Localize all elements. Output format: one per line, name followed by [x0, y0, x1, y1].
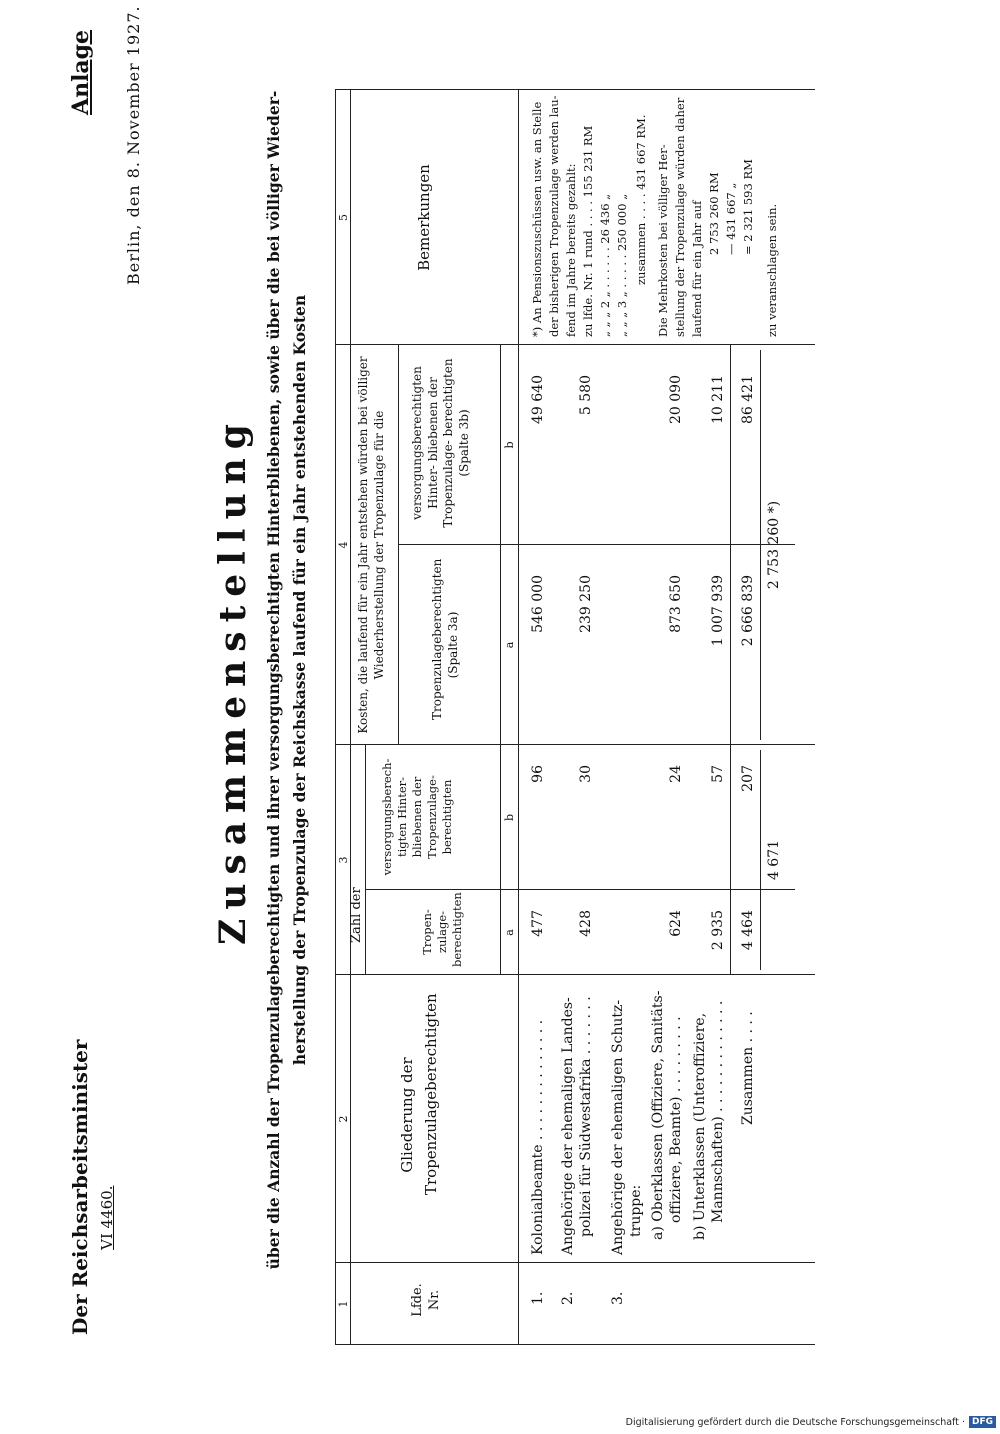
- row-2-nr: 2.: [560, 1291, 576, 1305]
- total-rule-3: [730, 745, 731, 975]
- header-bemerkungen: Bemerkungen: [415, 164, 433, 271]
- remark-line: = 2 321 593 RM: [741, 159, 755, 255]
- table-left-border: [335, 1344, 815, 1345]
- grand-total-4: 2 753 260 *): [766, 500, 782, 590]
- header-lfde-nr: Lfde. Nr.: [410, 1283, 442, 1317]
- remark-line: Die Mehrkosten bei völliger Her-: [656, 144, 670, 337]
- remark-line: zusammen . . . . 431 667 RM.: [634, 114, 648, 285]
- total-rule-4: [730, 345, 731, 745]
- remark-line: stellung der Tropenzulage würden daher: [673, 97, 687, 337]
- total-4a: 2 666 839: [740, 575, 756, 647]
- total-3b: 207: [740, 765, 756, 792]
- col-number-1: 1: [337, 1300, 350, 1308]
- row-2-4a: 239 250: [578, 575, 594, 633]
- subtitle-line-2: herstellung der Tropenzulage der Reichskasse laufend für ein Jahr entstehenden Kosten: [290, 294, 309, 1066]
- issuer: Der Reichsarbeitsminister: [68, 1039, 92, 1335]
- row-1-nr: 1.: [530, 1291, 546, 1305]
- row-1-3a: 477: [530, 910, 546, 937]
- summary-table: [60, 15, 970, 1345]
- row-1-4a: 546 000: [530, 575, 546, 633]
- row-3a-4b: 20 090: [668, 375, 684, 424]
- sub-letter-4b: b: [503, 441, 516, 449]
- header-kosten: Kosten, die laufend für ein Jahr entstehen würden bei völliger Wiederherstellung der Tropenzulage für die: [356, 356, 386, 734]
- row-3a-label: a) Oberklassen (Offiziere, Sanitäts-: [650, 990, 666, 1240]
- footer-text: Digitalisierung gefördert durch die Deutsche Forschungsgemeinschaft ·: [625, 1416, 965, 1428]
- grand-total-3: 4 671: [766, 839, 782, 881]
- subtitle-line-1: über die Anzahl der Tropenzulageberechtigten und ihrer versorgungsberechtigten Hinterbliebenen, sowie über die bei völliger Wieder-: [264, 90, 283, 1270]
- row-3-label: Angehörige der ehemaligen Schutz-: [610, 999, 626, 1255]
- col-number-3: 3: [337, 856, 350, 864]
- header-3b: versorgungsberech- tigten Hinter- bliebenen der Tropenzulage- berechtigten: [380, 758, 454, 876]
- row-2-label-cont: polizei für Südwestafrika . . . . . . .: [578, 996, 594, 1237]
- row-1-label: Kolonialbeamte . . . . . . . . . . . . . .: [530, 1019, 546, 1255]
- col-number-4: 4: [337, 541, 350, 549]
- remark-line: *) An Pensionszuschüssen usw. an Stelle: [530, 101, 544, 337]
- row-3-nr: 3.: [610, 1291, 626, 1305]
- row-3b-3a: 2 935: [710, 910, 726, 951]
- remark-line: fend im Jahre bereits gezahlt:: [564, 163, 578, 337]
- row-1-4b: 49 640: [530, 375, 546, 424]
- sub-letter-3a: a: [503, 929, 516, 936]
- header-4a: Tropenzulageberechtigten (Spalte 3a): [430, 558, 460, 720]
- col-number-5: 5: [337, 214, 350, 221]
- annex-label: Anlage: [68, 29, 94, 115]
- col-divider-4: [335, 344, 815, 345]
- remark-line: 2 753 260 RM: [707, 172, 721, 255]
- header-bottom-rule: [518, 90, 519, 1345]
- row-1-3b: 96: [530, 765, 546, 783]
- remark-line: „ „ „ 2 „ . . . . . . 26 436 „: [598, 193, 612, 337]
- dfg-logo: DFG: [969, 1416, 996, 1428]
- row-3b-4a: 1 007 939: [710, 575, 726, 647]
- rotated-document: [60, 5, 970, 1345]
- col-divider-1: [335, 1262, 815, 1263]
- row-2-3a: 428: [578, 910, 594, 937]
- remark-line: zu veranschlagen sein.: [765, 203, 779, 337]
- place-date: Berlin, den 8. November 1927.: [124, 5, 143, 285]
- page-title: Zusammenstellung: [212, 415, 254, 945]
- grand-total-rule-4: [760, 350, 761, 740]
- grand-total-rule-3: [760, 750, 761, 970]
- row-3b-label: b) Unterklassen (Unteroffiziere,: [692, 1012, 708, 1240]
- reference-number: VI 4460.: [98, 1185, 116, 1250]
- col-divider-4ab: [398, 544, 795, 545]
- row-3a-3a: 624: [668, 910, 684, 937]
- sub-letter-rule: [500, 345, 501, 975]
- row-3a-4a: 873 650: [668, 575, 684, 633]
- header-4b: versorgungsberechtigten Hinter- bliebenen der Tropenzulage- berechtigten (Spalte 3b): [410, 358, 471, 528]
- row-3b-3b: 57: [710, 765, 726, 783]
- sub-letter-3b: b: [503, 813, 516, 822]
- row-3b-4b: 10 211: [710, 375, 726, 424]
- remark-line: laufend für ein Jahr auf: [690, 200, 704, 337]
- row-2-3b: 30: [578, 765, 594, 783]
- row-3b-label-cont: Mannschaften) . . . . . . . . . . . . .: [710, 1000, 726, 1223]
- header-3a: Tropen- zulage- berechtigten: [420, 892, 464, 967]
- row-3-label-cont: truppe:: [628, 1184, 644, 1237]
- remark-line: „ „ „ 3 „ . . . . . 250 000 „: [615, 193, 629, 337]
- row-2-label: Angehörige der ehemaligen Landes-: [560, 997, 576, 1255]
- total-3a: 4 464: [740, 910, 756, 951]
- row-3a-3b: 24: [668, 765, 684, 783]
- footer: [626, 1416, 996, 1428]
- table-top-border: [335, 90, 336, 1345]
- col-divider-3: [335, 744, 815, 745]
- remark-line: der bisherigen Tropenzulage werden lau-: [547, 95, 561, 337]
- header-gliederung: Gliederung der Tropenzulageberechtigten: [398, 993, 440, 1195]
- sub-letter-4a: a: [503, 641, 516, 649]
- total-4b: 86 421: [740, 375, 756, 424]
- col-number-2: 2: [337, 1115, 350, 1123]
- table-right-border: [335, 89, 815, 90]
- total-label: Zusammen . . . .: [740, 1011, 756, 1125]
- remark-line: zu lfde. Nr. 1 rund . . . . 155 231 RM: [581, 125, 595, 337]
- remark-line: — 431 667 „: [724, 182, 738, 255]
- header-zahl-der: Zahl der: [349, 887, 364, 943]
- row-3a-label-cont: offiziere, Beamte) . . . . . . . . .: [668, 1016, 684, 1223]
- kosten-rule: [398, 345, 399, 745]
- row-2-4b: 5 580: [578, 375, 594, 416]
